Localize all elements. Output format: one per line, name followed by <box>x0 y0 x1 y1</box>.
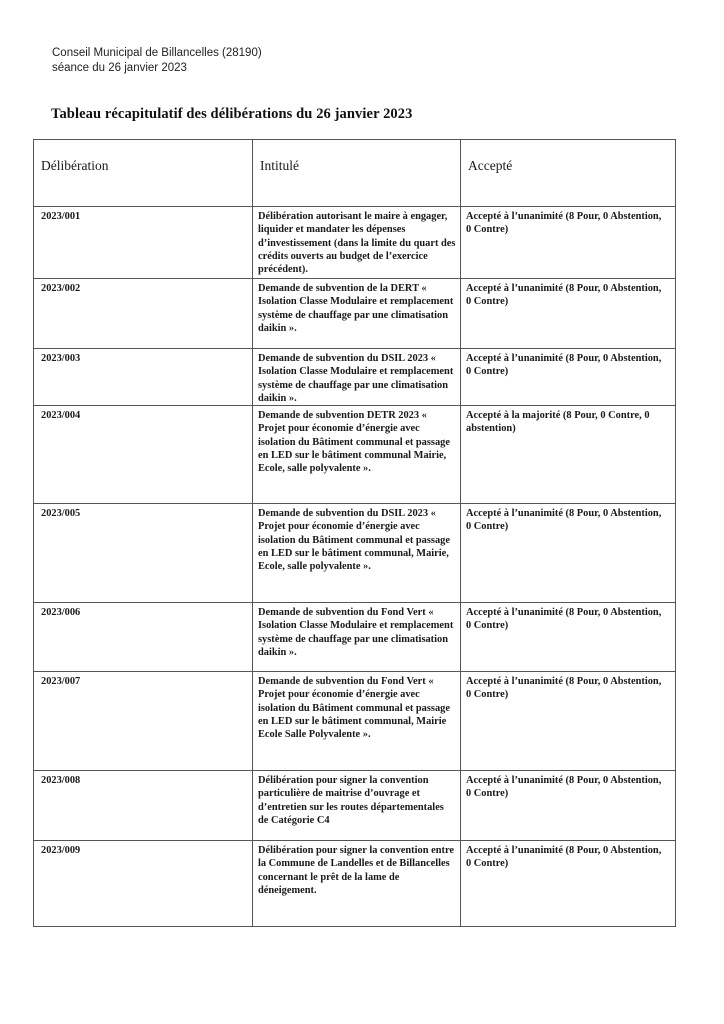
table-row <box>34 603 676 672</box>
session-date: séance du 26 janvier 2023 <box>52 62 187 74</box>
deliberation-number-cell: 2023/007 <box>34 672 253 771</box>
intitule-cell: Demande de subvention du DSIL 2023 « Isolation Classe Modulaire et remplacement système de chauffage par une climatisation daikin ». <box>253 349 461 406</box>
intitule-cell: Demande de subvention DETR 2023 « Projet pour économie d’énergie avec isolation du Bâtiment communal et passage en LED sur le bâtiment communal Mairie, Ecole, salle polyvalente ». <box>253 406 461 504</box>
accepte-cell: Accepté à l’unanimité (8 Pour, 0 Abstention, 0 Contre) <box>461 279 676 349</box>
deliberation-number-cell: 2023/004 <box>34 406 253 504</box>
intitule-cell: Demande de subvention du DSIL 2023 « Projet pour économie d’énergie avec isolation du Bâtiment communal et passage en LED sur le bâtiment communal, Mairie, Ecole, salle polyvalente ». <box>253 504 461 603</box>
table-row <box>34 672 676 771</box>
column-header-deliberation: Délibération <box>34 140 253 207</box>
table-header-row <box>34 140 676 207</box>
table-row <box>34 771 676 841</box>
deliberation-number-cell: 2023/003 <box>34 349 253 406</box>
deliberation-number-cell: 2023/002 <box>34 279 253 349</box>
table-row <box>34 406 676 504</box>
deliberation-number-cell: 2023/005 <box>34 504 253 603</box>
table-row <box>34 349 676 406</box>
deliberation-number-cell: 2023/006 <box>34 603 253 672</box>
accepte-cell: Accepté à l’unanimité (8 Pour, 0 Abstention, 0 Contre) <box>461 841 676 927</box>
intitule-cell: Demande de subvention de la DERT « Isolation Classe Modulaire et remplacement système de chauffage par une climatisation daikin ». <box>253 279 461 349</box>
accepte-cell: Accepté à l’unanimité (8 Pour, 0 Abstention, 0 Contre) <box>461 672 676 771</box>
deliberation-number-cell: 2023/001 <box>34 207 253 279</box>
intitule-cell: Délibération autorisant le maire à engager, liquider et mandater les dépenses d’investissement (dans la limite du quart des crédits ouverts au budget de l’exercice précédent). <box>253 207 461 279</box>
column-header-intitule: Intitulé <box>253 140 461 207</box>
deliberations-table <box>33 139 676 927</box>
accepte-cell: Accepté à l’unanimité (8 Pour, 0 Abstention, 0 Contre) <box>461 349 676 406</box>
document-header <box>52 46 262 76</box>
intitule-cell: Demande de subvention du Fond Vert « Projet pour économie d’énergie avec isolation du Bâtiment communal et passage en LED sur le bâtiment communal, Mairie Ecole Salle Polyvalente ». <box>253 672 461 771</box>
deliberation-number-cell: 2023/008 <box>34 771 253 841</box>
column-header-accepte: Accepté <box>461 140 676 207</box>
document-title: Tableau récapitulatif des délibérations du 26 janvier 2023 <box>51 106 413 122</box>
deliberation-number-cell: 2023/009 <box>34 841 253 927</box>
accepte-cell: Accepté à l’unanimité (8 Pour, 0 Abstention, 0 Contre) <box>461 603 676 672</box>
table-row <box>34 841 676 927</box>
accepte-cell: Accepté à l’unanimité (8 Pour, 0 Abstention, 0 Contre) <box>461 771 676 841</box>
table-row <box>34 207 676 279</box>
table-row <box>34 279 676 349</box>
table-row <box>34 504 676 603</box>
council-name: Conseil Municipal de Billancelles (28190) <box>52 47 262 59</box>
intitule-cell: Demande de subvention du Fond Vert « Isolation Classe Modulaire et remplacement système de chauffage par une climatisation daikin ». <box>253 603 461 672</box>
accepte-cell: Accepté à l’unanimité (8 Pour, 0 Abstention, 0 Contre) <box>461 504 676 603</box>
intitule-cell: Délibération pour signer la convention entre la Commune de Landelles et de Billancelles concernant le prêt de la lame de déneigement. <box>253 841 461 927</box>
accepte-cell: Accepté à la majorité (8 Pour, 0 Contre, 0 abstention) <box>461 406 676 504</box>
intitule-cell: Délibération pour signer la convention particulière de maitrise d’ouvrage et d’entretien sur les routes départementales de Catégorie C4 <box>253 771 461 841</box>
accepte-cell: Accepté à l’unanimité (8 Pour, 0 Abstention, 0 Contre) <box>461 207 676 279</box>
